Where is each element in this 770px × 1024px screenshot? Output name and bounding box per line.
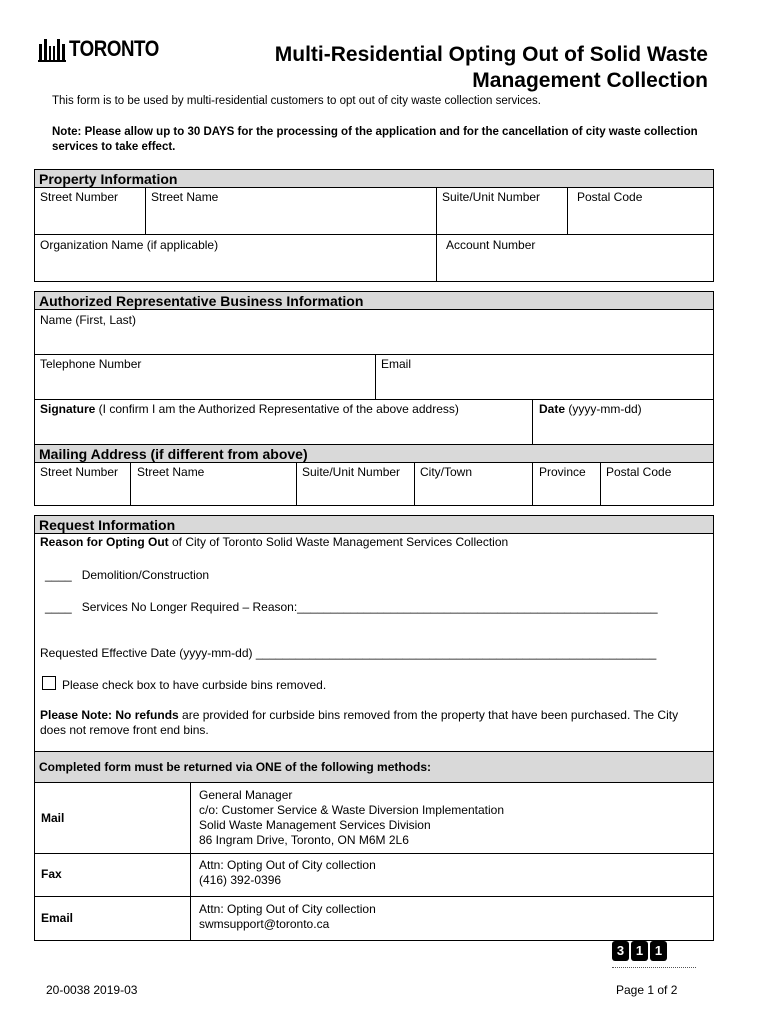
mailing-street-name-field[interactable]: Street Name [137, 465, 205, 479]
representative-section [34, 291, 714, 445]
account-number-field[interactable]: Account Number [446, 238, 536, 252]
remove-bins-label: Please check box to have curbside bins removed. [62, 678, 327, 692]
postal-code-field[interactable]: Postal Code [577, 190, 643, 204]
section-heading: Property Information [35, 170, 713, 188]
method-row-fax [35, 853, 713, 896]
option-services-no-longer-required[interactable]: ____ Services No Longer Required – Reason:______________________________________________________ [45, 600, 658, 614]
request-information-section [34, 515, 714, 752]
refund-note: Please Note: No refunds are provided for curbside bins removed from the property that have been purchased. The City does not remove front end bins. [40, 708, 679, 737]
street-number-field[interactable]: Street Number [40, 190, 119, 204]
mailing-street-number-field[interactable]: Street Number [40, 465, 119, 479]
representative-name-field[interactable]: Name (First, Last) [40, 313, 137, 327]
signature-field[interactable]: Signature (I confirm I am the Authorized Representative of the above address) [40, 402, 459, 416]
311-logo: 3 1 1 [612, 941, 696, 970]
method-row-email [35, 896, 713, 940]
effective-date-field[interactable]: Requested Effective Date (yyyy-mm-dd) ____________________________________________________________ [40, 646, 657, 660]
suite-unit-field[interactable]: Suite/Unit Number [442, 190, 541, 204]
processing-note: Note: Please allow up to 30 DAYS for the processing of the application and for the cancellation of city waste collection services to take effect. [52, 126, 698, 153]
logo-wordmark: TORONTO [69, 36, 159, 61]
organization-name-field[interactable]: Organization Name (if applicable) [40, 238, 219, 252]
return-methods-table [34, 751, 714, 941]
form-code: 20-0038 2019-03 [46, 983, 138, 997]
remove-bins-checkbox[interactable] [42, 676, 56, 690]
mailing-postal-code-field[interactable]: Postal Code [606, 465, 672, 479]
email-details: Attn: Opting Out of City collection swmsupport@toronto.ca [199, 902, 376, 931]
page-title: Multi-Residential Opting Out of Solid Waste Management Collection [274, 43, 708, 92]
swm-email-link[interactable]: swmsupport@toronto.ca [199, 917, 330, 931]
intro-text: This form is to be used by multi-residential customers to opt out of city waste collection services. [52, 95, 541, 107]
email-field[interactable]: Email [381, 357, 412, 371]
mailing-province-field[interactable]: Province [539, 465, 586, 479]
city-hall-icon [38, 36, 66, 62]
property-information-section [34, 169, 714, 282]
street-name-field[interactable]: Street Name [151, 190, 219, 204]
mailing-suite-unit-field[interactable]: Suite/Unit Number [302, 465, 401, 479]
reason-heading: Reason for Opting Out of City of Toronto Solid Waste Management Services Collection [40, 535, 509, 549]
return-methods-heading: Completed form must be returned via ONE of the following methods: [35, 752, 713, 783]
mailing-city-field[interactable]: City/Town [420, 465, 473, 479]
fax-details: Attn: Opting Out of City collection (416) 392-0396 [199, 858, 376, 887]
section-heading: Mailing Address (if different from above) [35, 445, 713, 463]
option-demolition[interactable]: ____ Demolition/Construction [45, 568, 210, 582]
mail-address: General Manager c/o: Customer Service & Waste Diversion Implementation Solid Waste Management Services Division 86 Ingram Drive, Toronto, ON M6M 2L6 [199, 788, 504, 847]
mailing-address-section [34, 444, 714, 506]
method-label: Mail [41, 811, 65, 825]
toronto-logo [38, 36, 175, 62]
method-label: Fax [41, 867, 62, 881]
section-heading: Request Information [35, 516, 713, 534]
method-label: Email [41, 911, 74, 925]
page-number: Page 1 of 2 [616, 983, 678, 997]
telephone-field[interactable]: Telephone Number [40, 357, 142, 371]
date-field[interactable]: Date (yyyy-mm-dd) [539, 402, 642, 416]
section-heading: Authorized Representative Business Information [35, 292, 713, 310]
method-row-mail [35, 783, 713, 853]
